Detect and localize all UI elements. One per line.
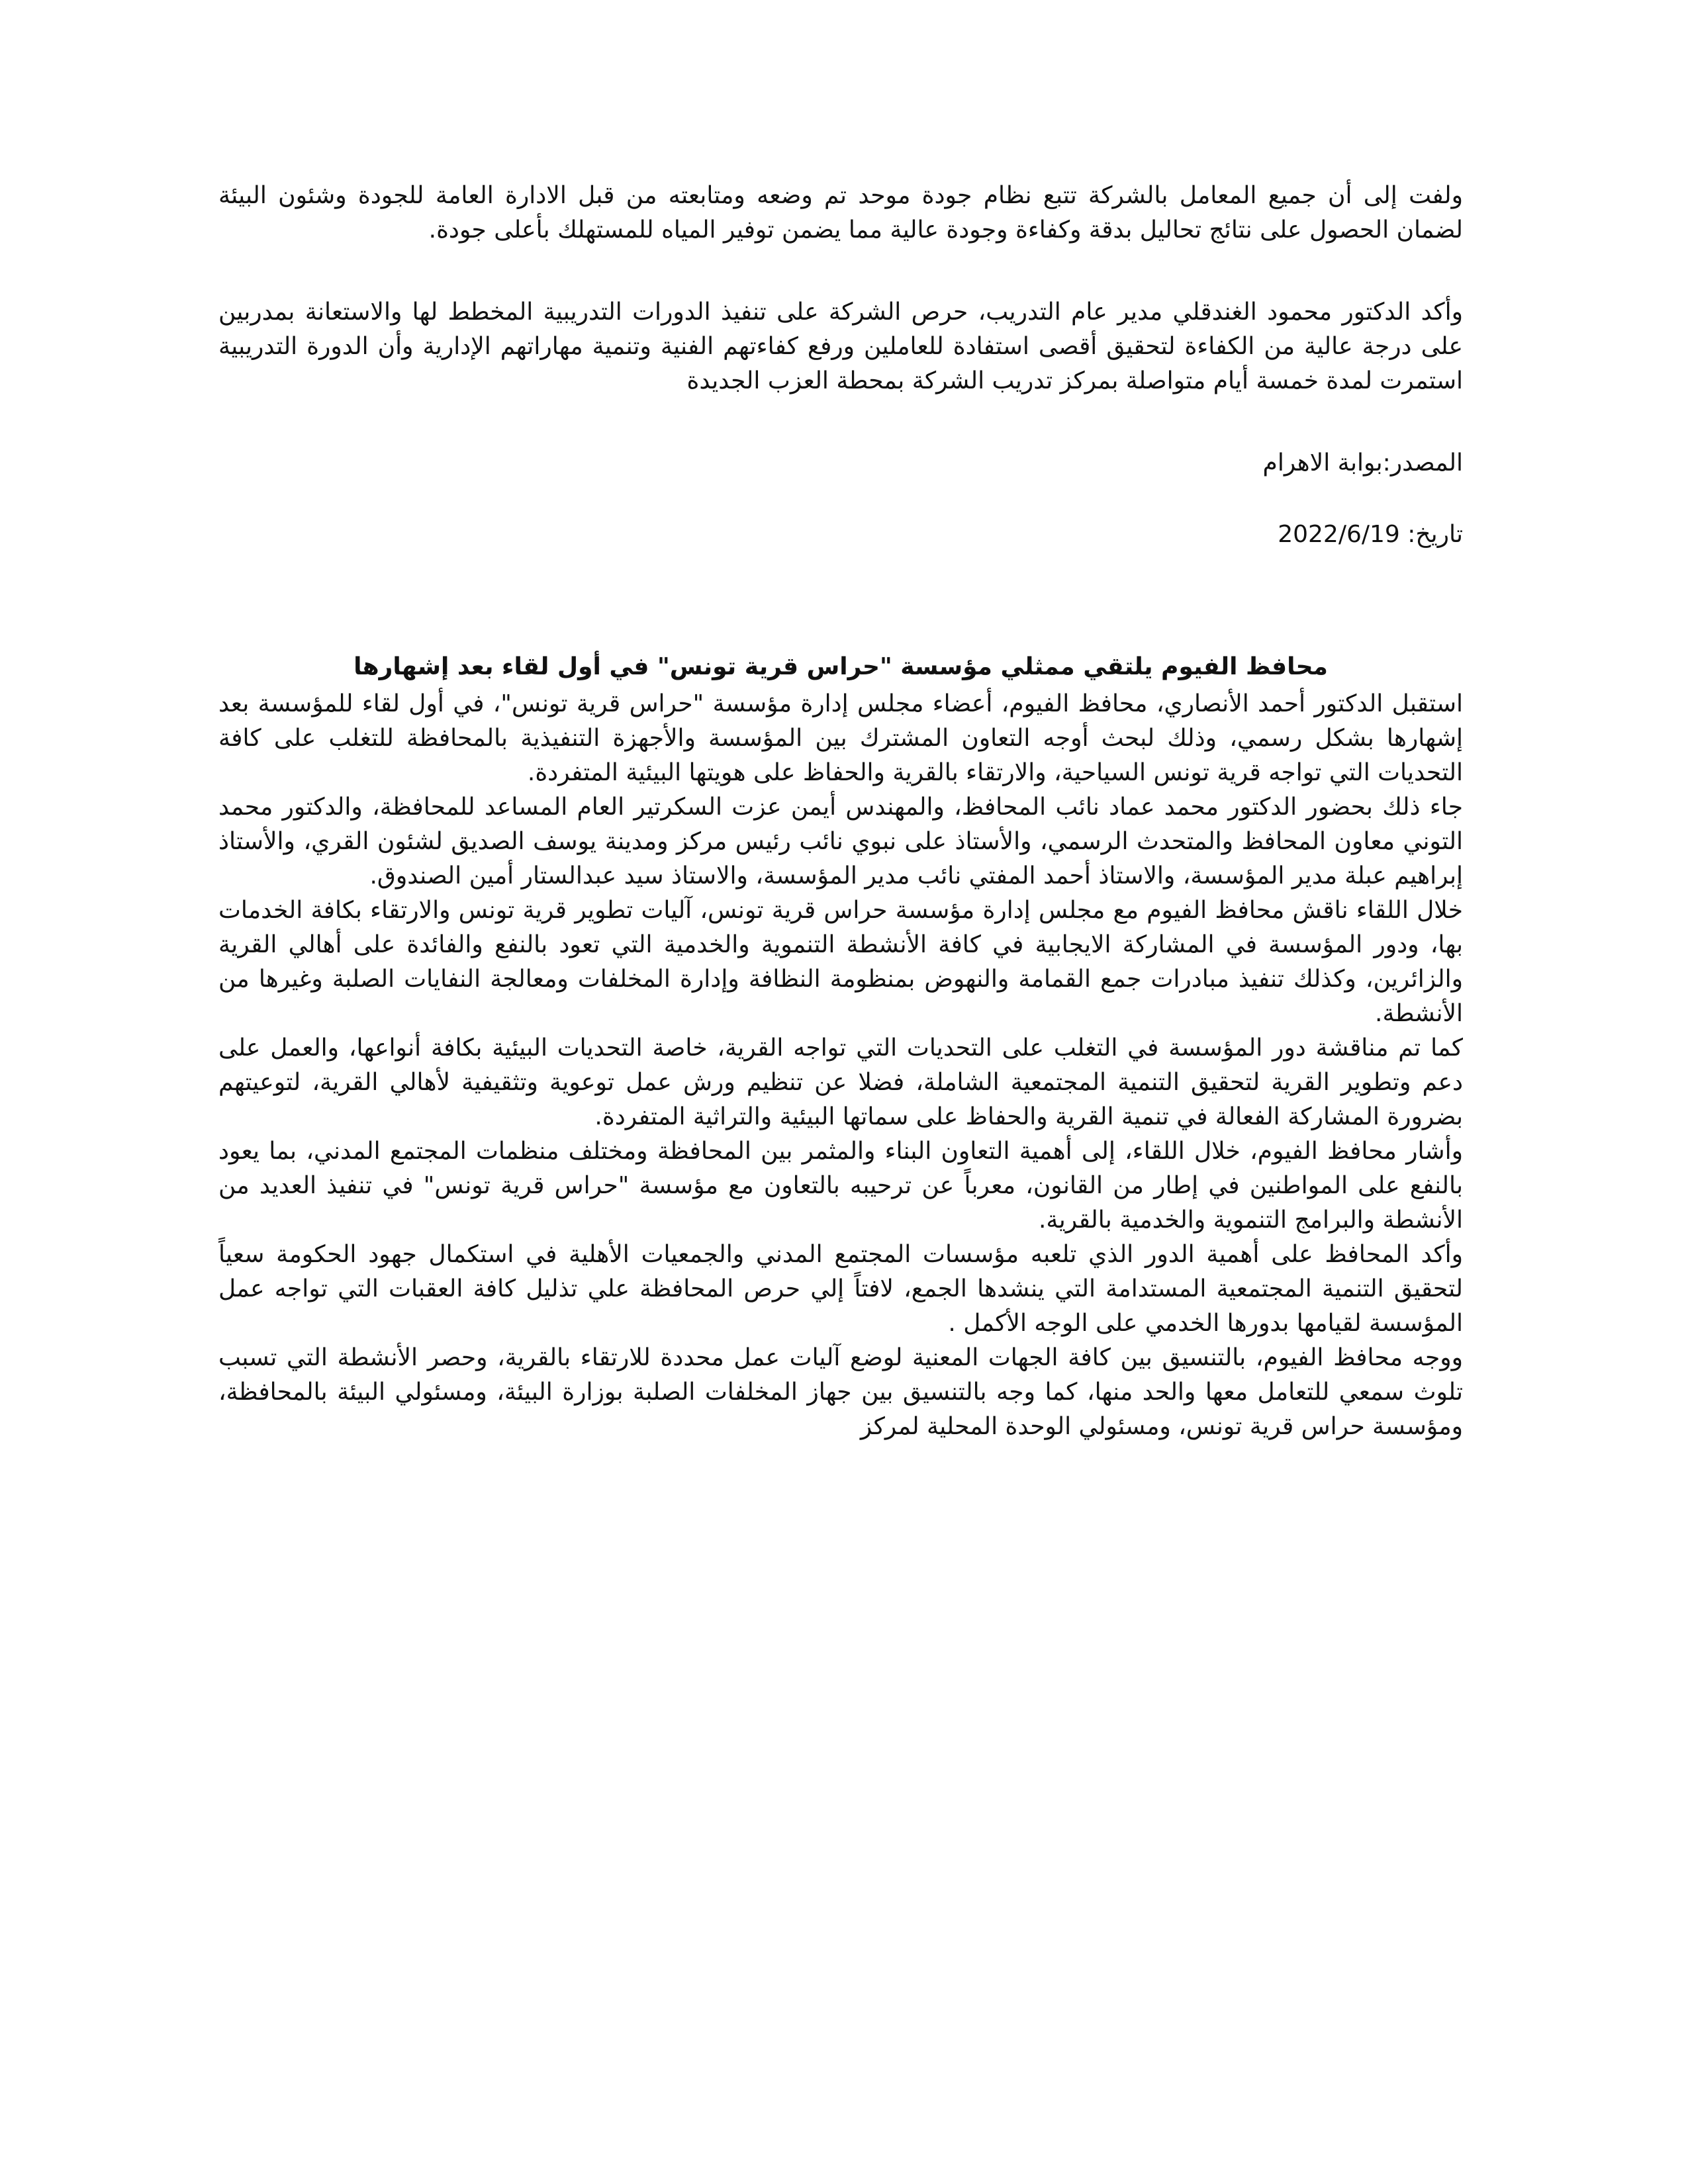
article-paragraph-directives: ووجه محافظ الفيوم، بالتنسيق بين كافة الجهات المعنية لوضع آليات عمل محددة للارتقاء بالقرية، وحصر الأنشطة التي تسبب تلوث سمعي للتعامل معها والحد منها، كما وجه بالتنسيق بين جهاز المخلفات الصلبة بوزارة البيئة، ومسئولي البيئة بالمحافظة، ومؤسسة حراس قرية تونس، ومسئولي الوحدة المحلية لمركز: [218, 1344, 1463, 1440]
article-paragraph-civil-society: وأكد المحافظ على أهمية الدور الذي تلعبه مؤسسات المجتمع المدني والجمعيات الأهلية في استكمال جهود الحكومة سعياً لتحقيق التنمية المجتمعية المستدامة التي ينشدها الجمع، لافتاً إلي حرص المحافظة علي تذليل كافة العقبات التي تواجه عمل المؤسسة لقيامها بدورها الخدمي على الوجه الأكمل .: [218, 1241, 1463, 1337]
intro-paragraph-training: وأكد الدكتور محمود الغندقلي مدير عام التدريب، حرص الشركة على تنفيذ الدورات التدريبية المخطط لها والاستعانة بمدربين على درجة عالية من الكفاءة لتحقيق أقصى استفادة للعاملين ورفع كفاءتهم الفنية وتنمية مهاراتهم الإدارية وأن الدورة التدريبية استمرت لمدة خمسة أيام متواصلة بمركز تدريب الشركة بمحطة العزب الجديدة: [218, 298, 1463, 394]
article-paragraph-discussion: خلال اللقاء ناقش محافظ الفيوم مع مجلس إدارة مؤسسة حراس قرية تونس، آليات تطوير قرية تونس والارتقاء بكافة الخدمات بها، ودور المؤسسة في المشاركة الايجابية في كافة الأنشطة التنموية والخدمية التي تعود بالنفع والفائدة على أهالي القرية والزائرين، وكذلك تنفيذ مبادرات جمع القمامة والنهوض بمنظومة النظافة وإدارة المخلفات ومعالجة النفايات الصلبة وغيرها من الأنشطة.: [218, 897, 1463, 1027]
article-paragraph-reception: استقبل الدكتور أحمد الأنصاري، محافظ الفيوم، أعضاء مجلس إدارة مؤسسة "حراس قرية تونس"، في أول لقاء للمؤسسة بعد إشهارها بشكل رسمي، وذلك لبحث أوجه التعاون المشترك بين المؤسسة والأجهزة التنفيذية بالمحافظة للتغلب على كافة التحديات التي تواجه قرية تونس السياحية، والارتقاء بالقرية والحفاظ على هويتها البيئية المتفردة.: [218, 690, 1463, 786]
article-paragraph-cooperation: وأشار محافظ الفيوم، خلال اللقاء، إلى أهمية التعاون البناء والمثمر بين المحافظة ومختلف منظمات المجتمع المدني، بما يعود بالنفع على المواطنين في إطار من القانون، معرباً عن ترحيبه بالتعاون مع مؤسسة "حراس قرية تونس" في تنفيذ العديد من الأنشطة والبرامج التنموية والخدمية بالقرية.: [218, 1138, 1463, 1234]
document-page: [218, 179, 1463, 2032]
date-line: تاريخ: 2022/6/19: [1278, 521, 1463, 548]
article-paragraph-challenges: كما تم مناقشة دور المؤسسة في التغلب على التحديات التي تواجه القرية، خاصة التحديات البيئية بكافة أنواعها، والعمل على دعم وتطوير القرية لتحقيق التنمية المجتمعية الشاملة، فضلا عن تنظيم ورش عمل توعوية وتثقيفية لأهالي القرية، لتوعيتهم بضرورة المشاركة الفعالة في تنمية القرية والحفاظ على سماتها البيئية والتراثية المتفردة.: [218, 1034, 1463, 1130]
intro-paragraph-lab-quality: ولفت إلى أن جميع المعامل بالشركة تتبع نظام جودة موحد تم وضعه ومتابعته من قبل الادارة العامة للجودة وشئون البيئة لضمان الحصول على نتائج تحاليل بدقة وكفاءة وجودة عالية مما يضمن توفير المياه للمستهلك بأعلى جودة.: [218, 182, 1463, 244]
article-headline: محافظ الفيوم يلتقي ممثلي مؤسسة "حراس قرية تونس" في أول لقاء بعد إشهارها: [353, 653, 1328, 680]
article-paragraph-attendance: جاء ذلك بحضور الدكتور محمد عماد نائب المحافظ، والمهندس أيمن عزت السكرتير العام المساعد للمحافظة، والدكتور محمد التوني معاون المحافظ والمتحدث الرسمي، والأستاذ على نبوي نائب رئيس مركز ومدينة يوسف الصديق لشئون القري، والأستاذ إبراهيم عبلة مدير المؤسسة، والاستاذ أحمد المفتي نائب مدير المؤسسة، والاستاذ سيد عبدالستار أمين الصندوق.: [218, 794, 1463, 889]
source-line: المصدر:بوابة الاهرام: [1262, 449, 1463, 477]
